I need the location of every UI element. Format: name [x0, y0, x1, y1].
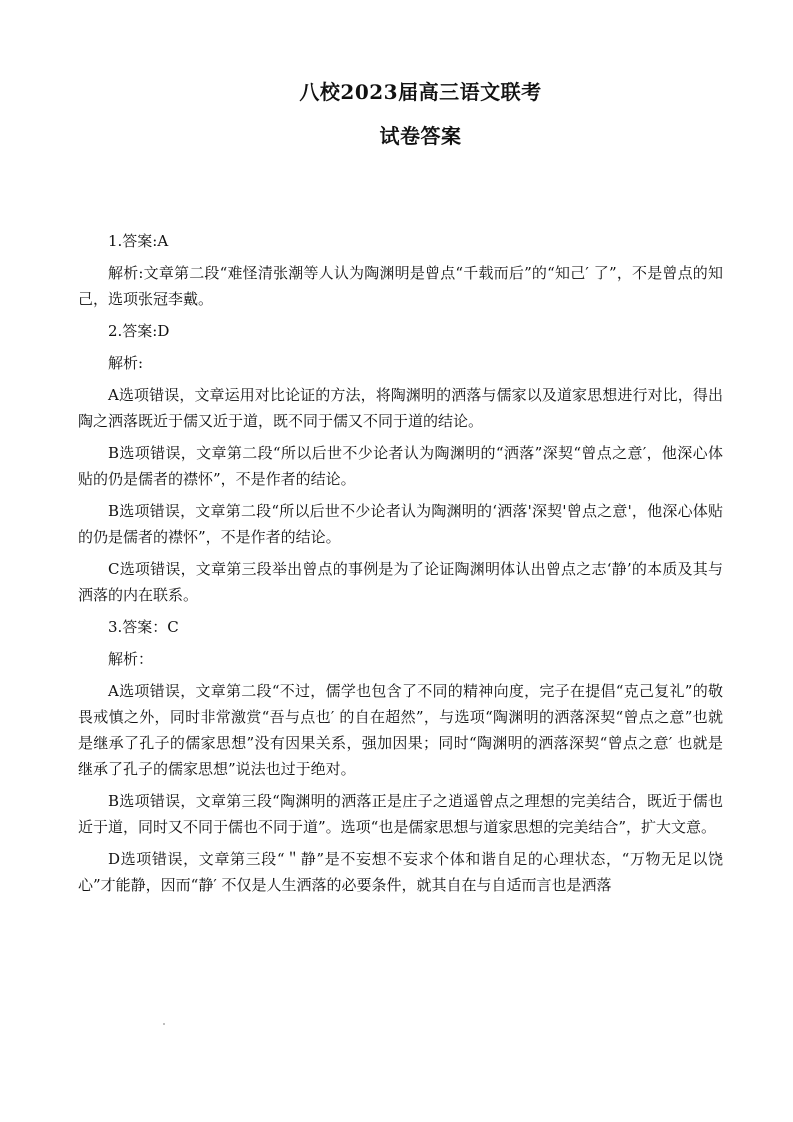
answer-3-option-a: A选项错误，文章第二段“不过，儒学也包含了不同的精神向度，完子在提倡“克己复礼”的敬畏戒慎之外，同时非常激赏“吾与点也′ 的自在超然”，与选项“陶渊明的洒落深契“曾点之意”也就是继承了孔子的儒家思想”没有因果关系，强加因果；同时“陶渊明的洒落深契“曾点之意′ 也就是继承了孔子的儒家思想”说法也过于绝对。 — [78, 682, 723, 778]
document-subtitle: 试卷答案 — [379, 124, 462, 148]
answer-3-option-d: D选项错误，文章第三段“＂静”是不妄想不妄求个体和谐自足的心理状态，“万物无足以饶心”才能静，因而“静′ 不仅是人生洒落的必要条件，就其自在与自适而言也是洒落 — [78, 850, 723, 894]
answer-2-option-b-1: B选项错误，文章第二段“所以后世不少论者认为陶渊明的“洒落”深契“曾点之意′，他深心体贴的仍是儒者的襟怀”，不是作者的结论。 — [78, 444, 723, 488]
scan-speck — [163, 1023, 165, 1025]
answer-2-label: 2.答案:D — [108, 322, 170, 340]
answer-2-option-c: C选项错误，文章第三段举出曾点的事例是为了论证陶渊明体认出曾点之志‘静’的本质及其与洒落的内在联系。 — [78, 560, 723, 604]
answer-3-label: 3.答案：C — [108, 618, 179, 636]
answer-2-analysis-heading: 解析: — [108, 354, 144, 372]
answer-1-analysis: 解析:文章第二段“难怪清张潮等人认为陶渊明是曾点“千载而后”的“知己′ 了”，不是曾点的知己，选项张冠李戴。 — [78, 264, 723, 308]
answer-2-option-a: A选项错误，文章运用对比论证的方法，将陶渊明的洒落与儒家以及道家思想进行对比，得出陶之洒落既近于儒又近于道，既不同于儒又不同于道的结论。 — [78, 386, 723, 430]
answer-3-option-b: B选项错误，文章第三段“陶渊明的洒落正是庄子之逍遥曾点之理想的完美结合，既近于儒也近于道，同时又不同于儒也不同于道”。选项“也是儒家思想与道家思想的完美结合”，扩大文意。 — [78, 792, 723, 836]
answer-content — [78, 228, 723, 904]
answer-2-option-b-2: B选项错误，文章第二段“所以后世不少论者认为陶渊明的‘洒落'深契'曾点之意'，他深心体贴的仍是儒者的襟怀”，不是作者的结论。 — [78, 502, 723, 546]
answer-1-label: 1.答案:A — [108, 232, 169, 250]
document-title: 八校2023届高三语文联考 — [299, 80, 542, 104]
answer-3-analysis-heading: 解析： — [108, 650, 154, 668]
